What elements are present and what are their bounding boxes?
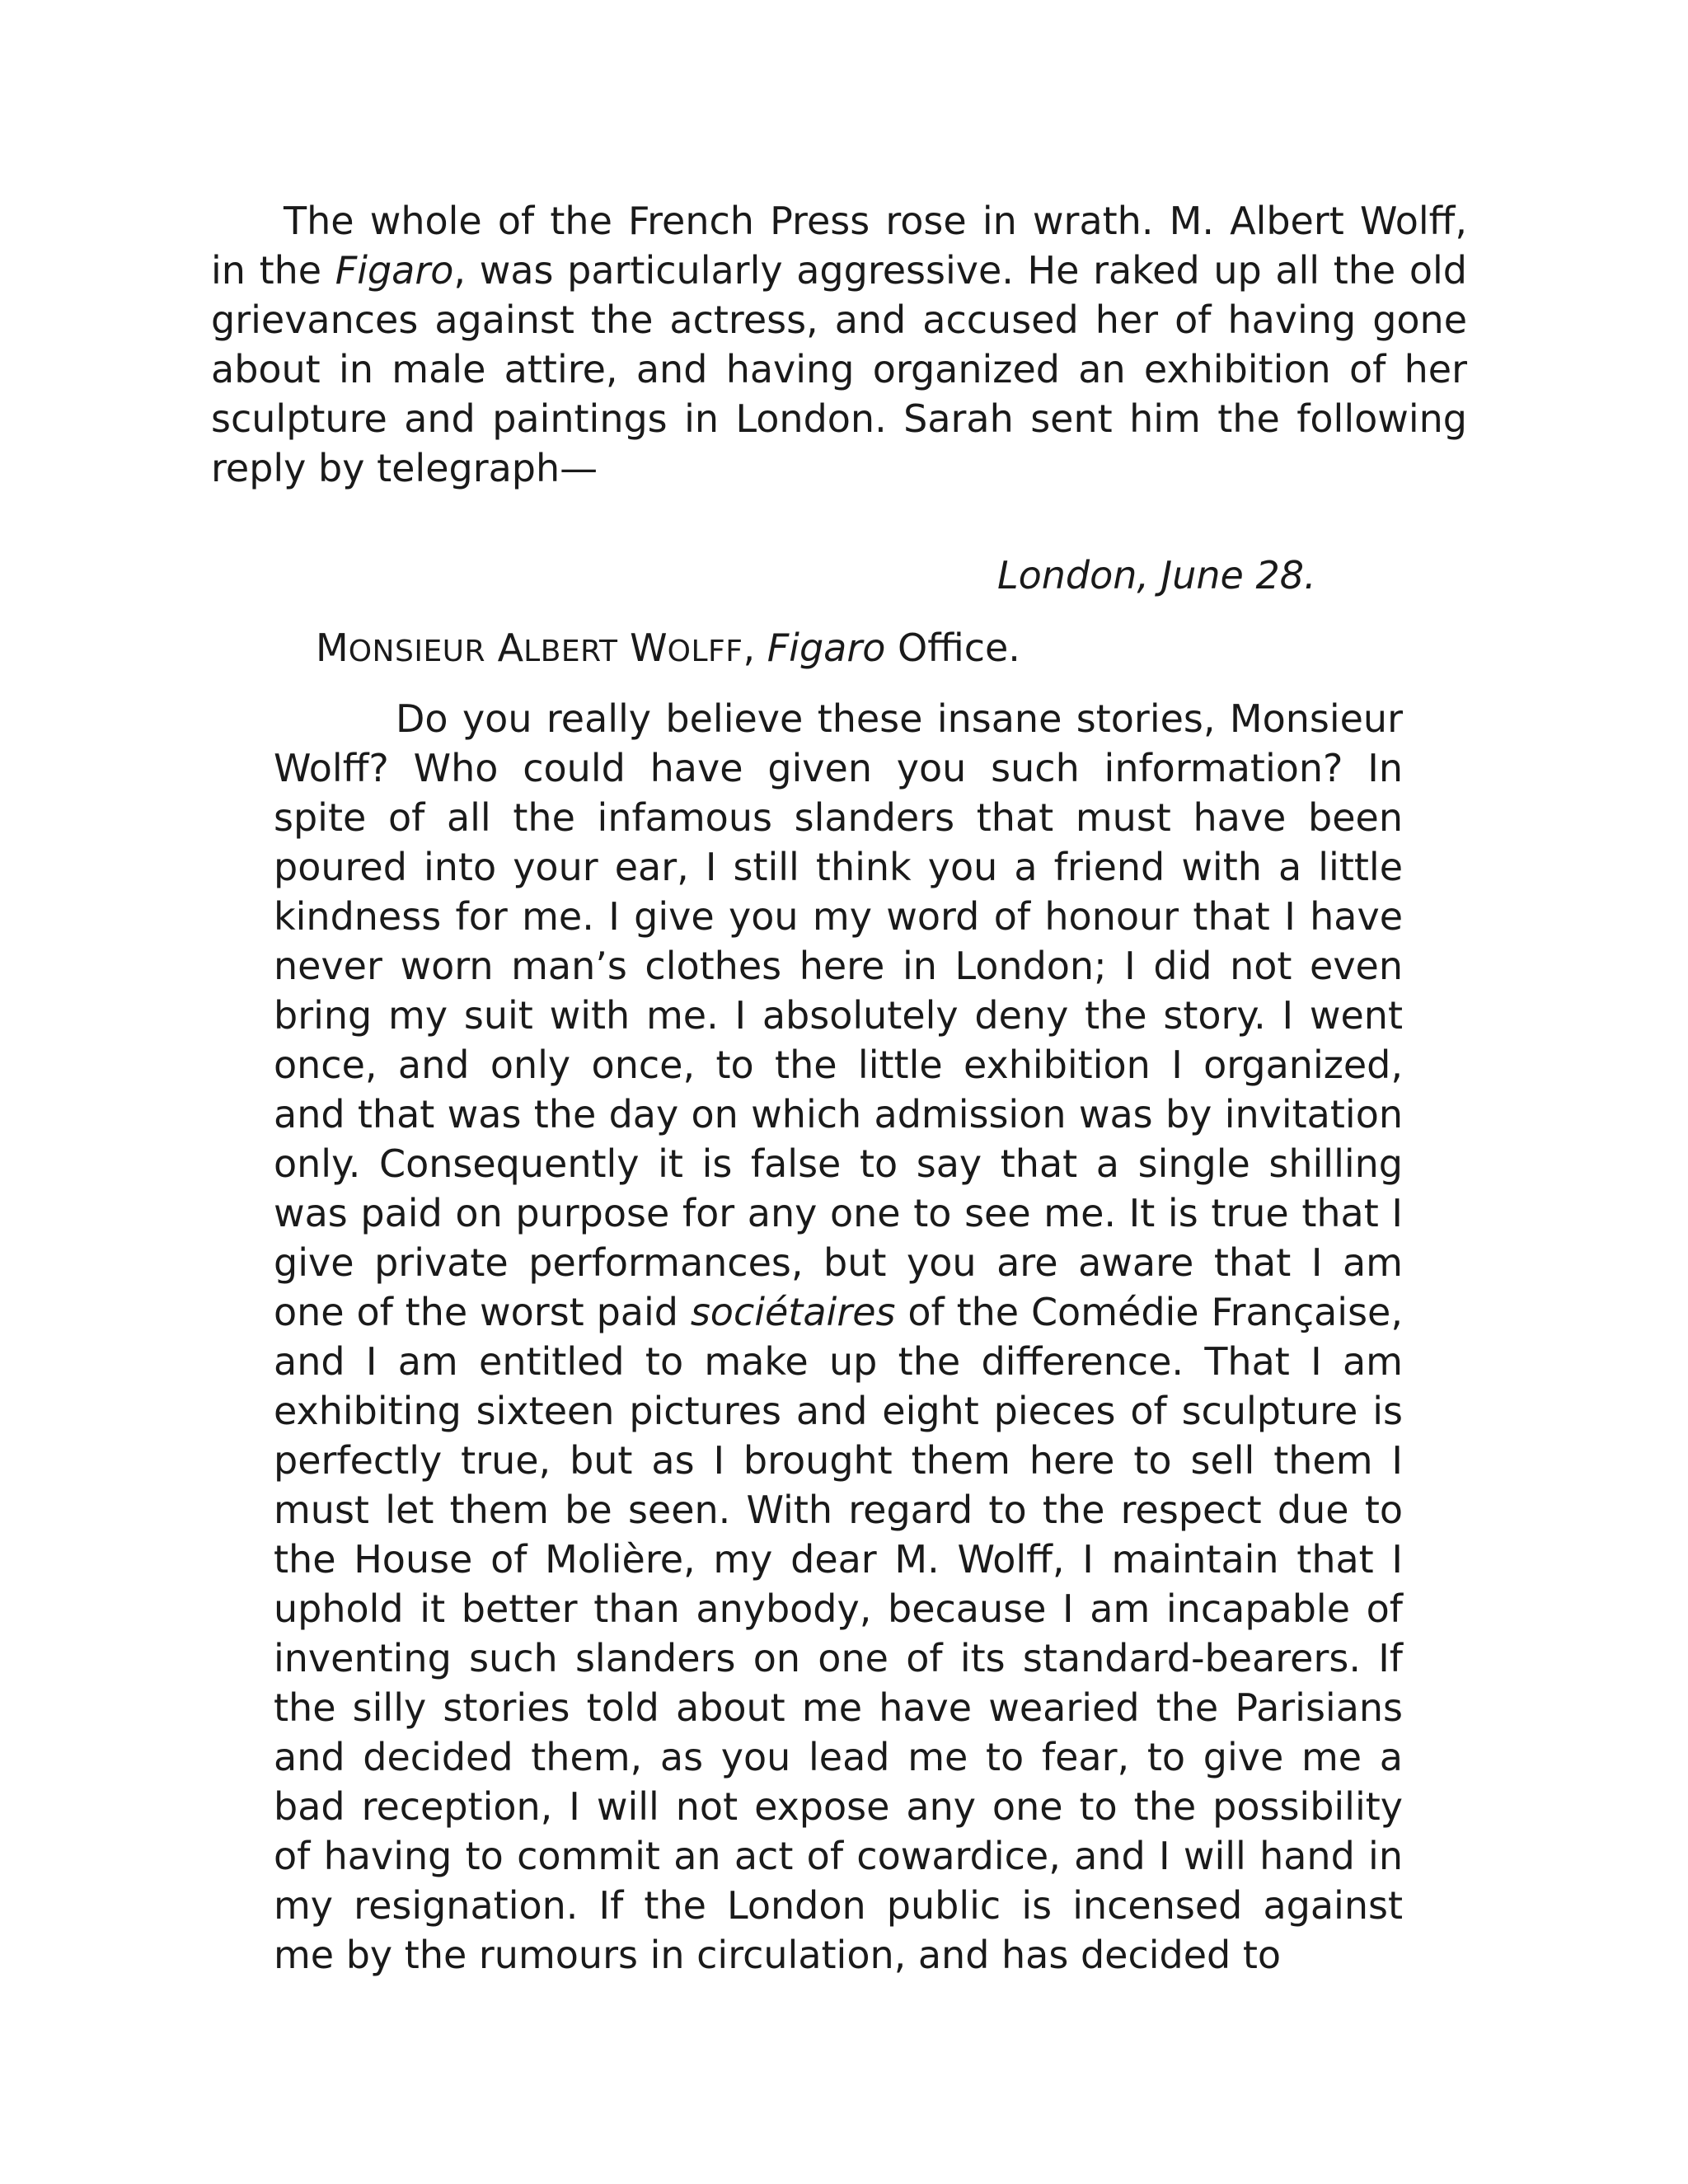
addressee-albert-rest: LBERT — [523, 635, 618, 668]
intro-text-1: The whole of the French Press rose in wrath. M. Albert Wolff, in the — [211, 199, 1467, 293]
letter-italic-societaires: sociétaires — [690, 1290, 896, 1334]
telegram-body-paragraph — [274, 694, 1403, 1980]
addressee-office: Office. — [885, 626, 1020, 670]
addressee-wolff-initial: W — [630, 626, 668, 670]
intro-newspaper-title: Figaro — [335, 248, 454, 293]
addressee-wolff-rest: OLFF — [667, 635, 743, 668]
letter-text-1: Do you really believe these insane stories, Monsieur Wolff? Who could have given you such information? In spite of all the infamous slanders that must have been poured into your ear, I still think you a friend with a little kindness for me. I give you my word of honour that I have never worn man’s clothes here in London; I did not even bring my suit with me. I absolutely deny the story. I went once, and only once, to the little exhibition I organized, and that was the day on which admission was by invitation only. Consequently it is false to say that a single shilling was paid on purpose for any one to see me. It is true that I give private performances, but you are aware that I am one of the worst paid — [274, 696, 1403, 1334]
addressee-newspaper-title: Figaro — [767, 626, 886, 670]
telegram-addressee — [316, 623, 1470, 677]
intro-paragraph — [211, 196, 1467, 493]
addressee-monsieur-initial: M — [316, 626, 349, 670]
addressee-monsieur-rest: ONSIEUR — [348, 635, 486, 668]
telegram-dateline: London, June 28. — [997, 553, 1316, 598]
addressee-separator: , — [743, 626, 767, 670]
addressee-albert-initial: A — [497, 626, 524, 670]
intro-text-2: , was particularly aggressive. He raked up all the old grievances against the actress, and accused her of having gone about in male attire, and having organized an exhibition of her sculpture and paintings in London. Sarah sent him the following reply by telegraph— — [211, 248, 1467, 490]
letter-text-2: of the Comédie Française, and I am entitled to make up the difference. That I am exhibiting sixteen pictures and eight pieces of sculpture is perfectly true, but as I brought them here to sell them I must let them be seen. With regard to the respect due to the House of Molière, my dear M. Wolff, I maintain that I uphold it better than anybody, because I am incapable of inventing such slanders on one of its standard-bearers. If the silly stories told about me have wearied the Parisians and decided them, as you lead me to fear, to give me a bad reception, I will not expose any one to the possibility of having to commit an act of cowardice, and I will hand in my resignation. If the London public is incensed against me by the rumours in circulation, and has decided to — [274, 1290, 1403, 1977]
